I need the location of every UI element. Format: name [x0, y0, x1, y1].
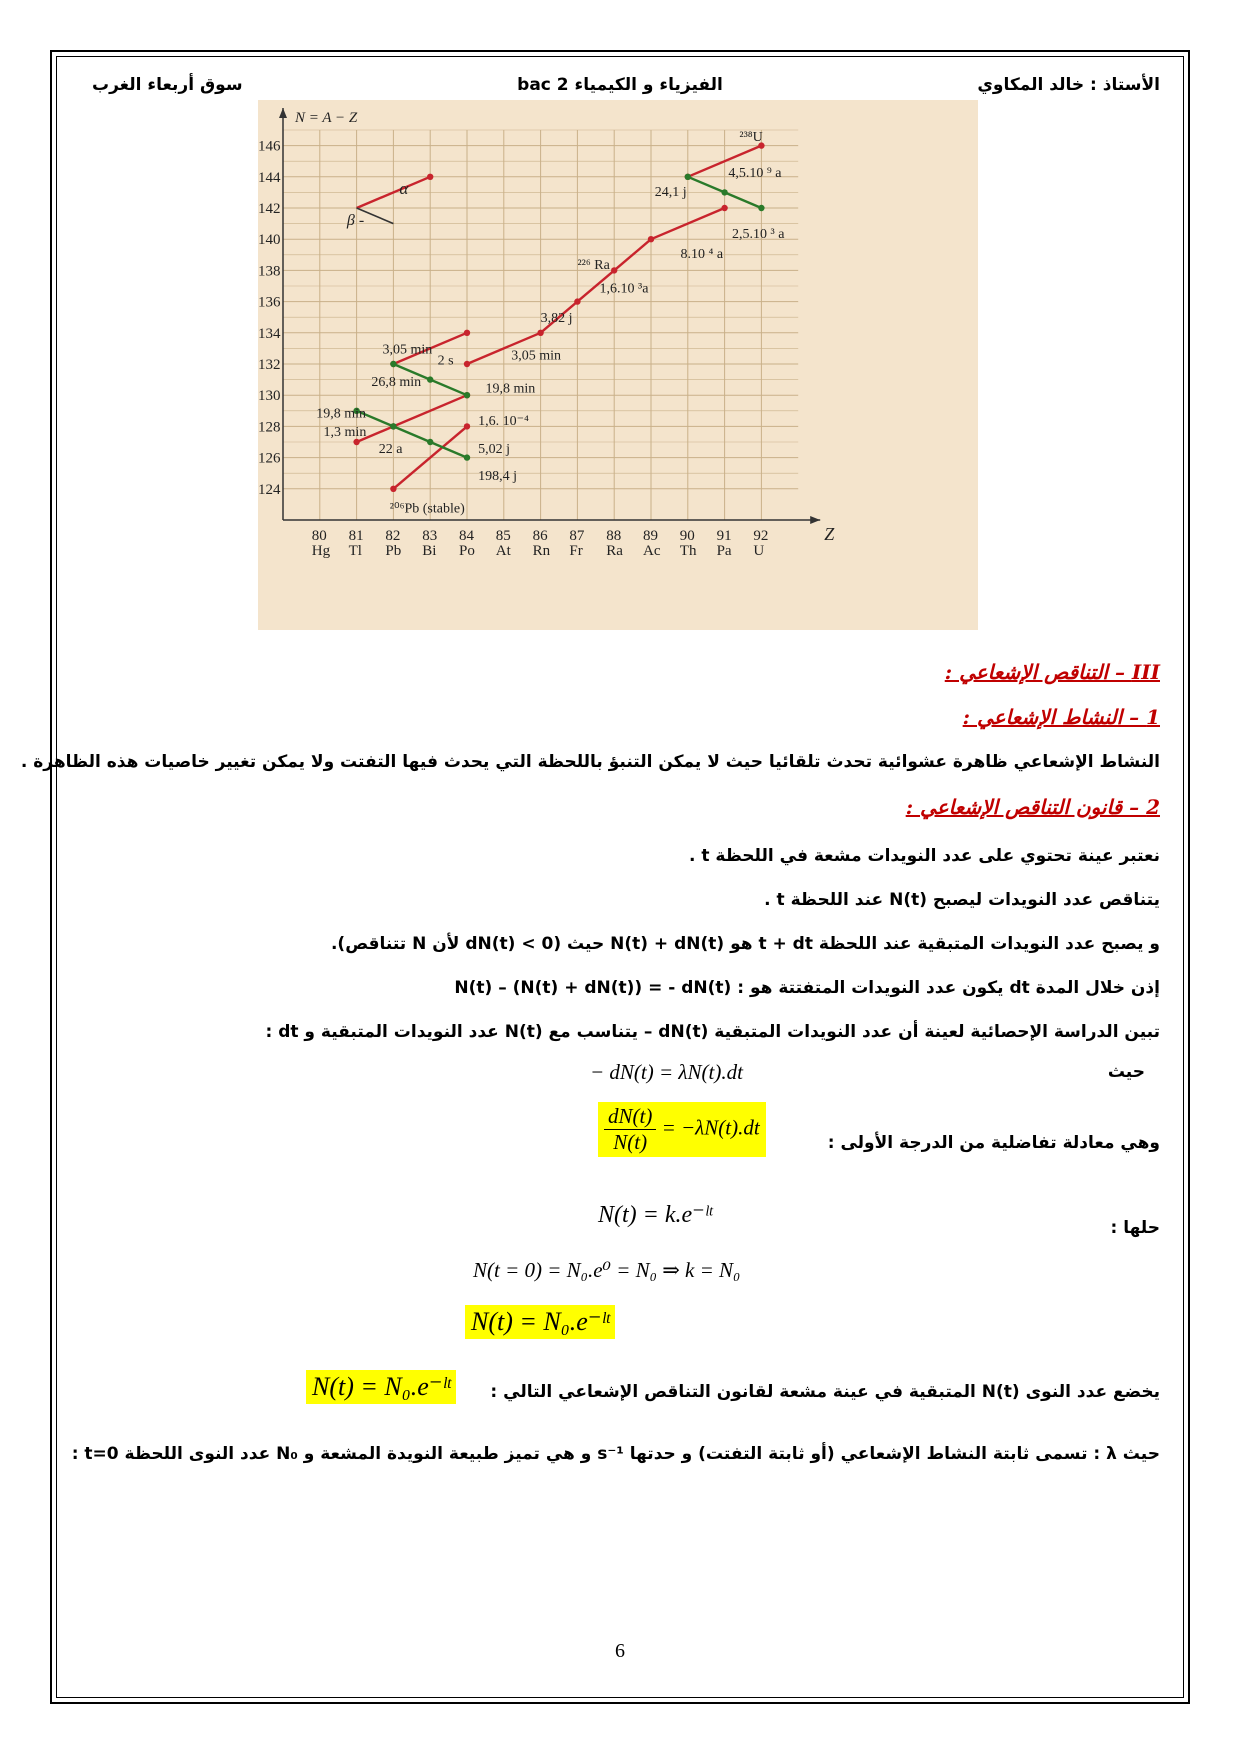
x-element-label: Pa — [716, 543, 732, 559]
half-life-annotation: 1,6.10 ³a — [599, 281, 649, 297]
x-tick-label: 85 — [495, 528, 511, 544]
alpha-decay-line-point — [721, 205, 727, 211]
paragraph-decrease: يتناقص عدد النويدات ليصبح N(t) عند اللحظة t . — [764, 890, 1160, 910]
page-number: 6 — [615, 1640, 625, 1662]
half-life-annotation: 2 s — [437, 353, 454, 369]
y-tick-label: 126 — [258, 450, 281, 467]
half-life-annotation: 24,1 j — [654, 184, 687, 200]
x-axis-label: Z — [824, 524, 835, 544]
beta-decay-line-point — [464, 454, 470, 460]
alpha-decay-line-point — [464, 330, 470, 336]
header-subject: الفيزياء و الكيمياء 2 bac — [517, 75, 723, 95]
y-tick-label: 144 — [258, 169, 281, 186]
half-life-annotation: ²³⁸U — [739, 130, 763, 146]
equation-decay-law: N(t) = N₀.e⁻ˡᵗ — [465, 1305, 615, 1339]
half-life-annotation: 4,5.10 ⁹ a — [728, 166, 782, 182]
label-differential-equation: وهي معادلة تفاضلية من الدرجة الأولى : — [827, 1133, 1160, 1153]
beta-decay-line-point — [721, 189, 727, 195]
x-tick-label: 86 — [532, 528, 548, 544]
half-life-annotation: 1,3 min — [323, 425, 367, 441]
label-solution: حلها : — [1110, 1218, 1160, 1238]
x-element-label: Rn — [532, 543, 551, 559]
equation-initial-condition: N(t = 0) = N₀.e⁰ = N₀ ⇒ k = N₀ — [473, 1258, 741, 1282]
paragraph-lambda-definition: حيث λ : تسمى ثابتة النشاط الإشعاعي (أو ثابتة التفتت) و حدتها s⁻¹ و هي تميز طبيعة النويدة المشعة و N₀ عدد النوى اللحظة t=0 : — [71, 1444, 1160, 1464]
half-life-annotation: 3,82 j — [540, 311, 573, 327]
alpha-decay-line-point — [390, 486, 396, 492]
half-life-annotation: 198,4 j — [478, 468, 518, 484]
alpha-decay-line-point — [537, 330, 543, 336]
alpha-decay-line-point — [611, 267, 617, 273]
x-tick-label: 89 — [643, 528, 658, 544]
x-element-label: U — [753, 543, 765, 559]
paragraph-activity: النشاط الإشعاعي ظاهرة عشوائية تحدث تلقائيا حيث لا يمكن التنبؤ باللحظة التي يحدث فيها التفتت ولا يمكن تغيير خاصيات هذه الظاهرة . — [20, 752, 1160, 772]
y-tick-label: 140 — [258, 232, 281, 249]
x-tick-label: 80 — [311, 528, 327, 544]
y-tick-label: 134 — [258, 325, 281, 342]
x-element-label: At — [495, 543, 511, 559]
y-tick-label: 128 — [258, 419, 281, 436]
decay-chain-svg — [258, 100, 978, 630]
y-tick-label: 124 — [258, 481, 281, 498]
x-element-label: Ac — [643, 543, 661, 559]
label-where: حيث — [1107, 1062, 1145, 1082]
y-tick-label: 130 — [258, 388, 281, 405]
x-tick-label: 83 — [422, 528, 438, 544]
y-tick-label: 132 — [258, 357, 281, 373]
beta-decay-line-point — [390, 423, 396, 429]
beta-decay-line — [725, 192, 762, 208]
alpha-decay-line-point — [464, 423, 470, 429]
equation-decay-law-boxed: N(t) = N₀.e⁻ˡᵗ — [306, 1370, 456, 1404]
half-life-annotation: ²²⁶ Ra — [577, 258, 610, 274]
subsection-title-activity: 1 – النشاط الإشعاعي : — [962, 705, 1160, 729]
half-life-annotation: 3,05 min — [382, 342, 433, 358]
x-tick-label: 87 — [569, 528, 585, 544]
y-tick-label: 138 — [258, 263, 281, 280]
beta-decay-line — [393, 426, 430, 442]
x-tick-label: 92 — [753, 528, 769, 544]
paragraph-remaining: و يصبح عدد النويدات المتبقية عند اللحظة t + dt هو N(t) + dN(t) حيث (dN(t) < 0 لأن N تتناقص). — [330, 934, 1160, 954]
header-location: سوق أربعاء الغرب — [92, 75, 243, 95]
paragraph-sample: نعتبر عينة تحتوي على عدد النويدات مشعة في اللحظة t . — [688, 846, 1160, 866]
equation-rhs: = −λN(t).dt — [661, 1115, 760, 1140]
x-tick-label: 88 — [606, 528, 622, 544]
legend-beta-label: β - — [346, 212, 365, 230]
half-life-annotation: 8.10 ⁴ a — [680, 247, 724, 263]
beta-decay-line — [430, 380, 467, 396]
x-element-label: Pb — [385, 543, 402, 559]
equation-minus-dn: − dN(t) = λN(t).dt — [590, 1060, 743, 1084]
x-tick-label: 81 — [348, 528, 364, 544]
alpha-decay-line-point — [574, 298, 580, 304]
y-tick-label: 146 — [258, 138, 281, 155]
paragraph-law-statement: يخضع عدد النوى N(t) المتبقية في عينة مشعة لقانون التناقص الإشعاعي التالي : — [490, 1382, 1160, 1402]
x-axis-arrow — [810, 516, 820, 524]
x-element-label: Tl — [348, 543, 362, 559]
x-element-label: Ra — [606, 543, 623, 559]
beta-decay-line-point — [758, 205, 764, 211]
half-life-annotation: ²⁰⁶Pb (stable) — [389, 501, 465, 517]
legend-alpha-label: α — [399, 178, 409, 198]
paragraph-disintegrated: إذن خلال المدة dt يكون عدد النويدات المتفتتة هو : N(t) – (N(t) + dN(t)) = - dN(t) — [454, 978, 1160, 998]
x-element-label: Po — [459, 543, 475, 559]
x-element-label: Fr — [569, 543, 583, 559]
beta-decay-line — [688, 177, 725, 193]
beta-decay-line-point — [427, 376, 433, 382]
y-axis-arrow — [279, 108, 287, 118]
decay-chain-chart — [258, 100, 978, 630]
header-teacher: الأستاذ : خالد المكاوي — [977, 75, 1160, 95]
half-life-annotation: 1,6. 10⁻⁴ — [478, 414, 529, 430]
half-life-annotation: 19,8 min — [316, 406, 366, 422]
beta-decay-line-point — [427, 439, 433, 445]
section-title-decay: III – التناقص الإشعاعي : — [944, 660, 1160, 684]
y-tick-label: 142 — [258, 201, 281, 217]
beta-decay-line-point — [685, 174, 691, 180]
half-life-annotation: 3,05 min — [511, 348, 562, 364]
half-life-annotation: 22 a — [378, 442, 403, 458]
equation-differential — [598, 1102, 766, 1157]
half-life-annotation: 26,8 min — [371, 375, 422, 391]
beta-decay-line-point — [390, 361, 396, 367]
x-tick-label: 90 — [679, 528, 695, 544]
paragraph-statistics: تبين الدراسة الإحصائية لعينة أن عدد النويدات المتبقية dN(t) – يتناسب مع N(t) عدد النويدات المتبقية و dt : — [265, 1022, 1160, 1042]
alpha-decay-line-point — [648, 236, 654, 242]
y-axis-label: N = A − Z — [295, 110, 358, 126]
alpha-decay-line-point — [464, 361, 470, 367]
x-tick-label: 84 — [459, 528, 474, 544]
y-tick-label: 136 — [258, 294, 281, 311]
x-element-label: Hg — [311, 543, 331, 559]
beta-decay-line — [430, 442, 467, 458]
x-tick-label: 82 — [385, 528, 401, 544]
beta-decay-line-point — [464, 392, 470, 398]
x-element-label: Bi — [422, 543, 437, 559]
x-tick-label: 91 — [716, 528, 732, 544]
half-life-annotation: 2,5.10 ³ a — [732, 226, 785, 242]
equation-solution-k: N(t) = k.e⁻ˡᵗ — [598, 1202, 713, 1228]
fraction — [604, 1104, 656, 1155]
half-life-annotation: 19,8 min — [485, 381, 536, 397]
half-life-annotation: 5,02 j — [478, 442, 511, 458]
x-element-label: Th — [679, 543, 697, 559]
fraction-numerator: dN(t) — [604, 1104, 656, 1130]
subsection-title-law: 2 – قانون التناقص الإشعاعي : — [905, 795, 1160, 819]
fraction-denominator: N(t) — [613, 1130, 648, 1154]
legend-alpha-point — [427, 174, 433, 180]
